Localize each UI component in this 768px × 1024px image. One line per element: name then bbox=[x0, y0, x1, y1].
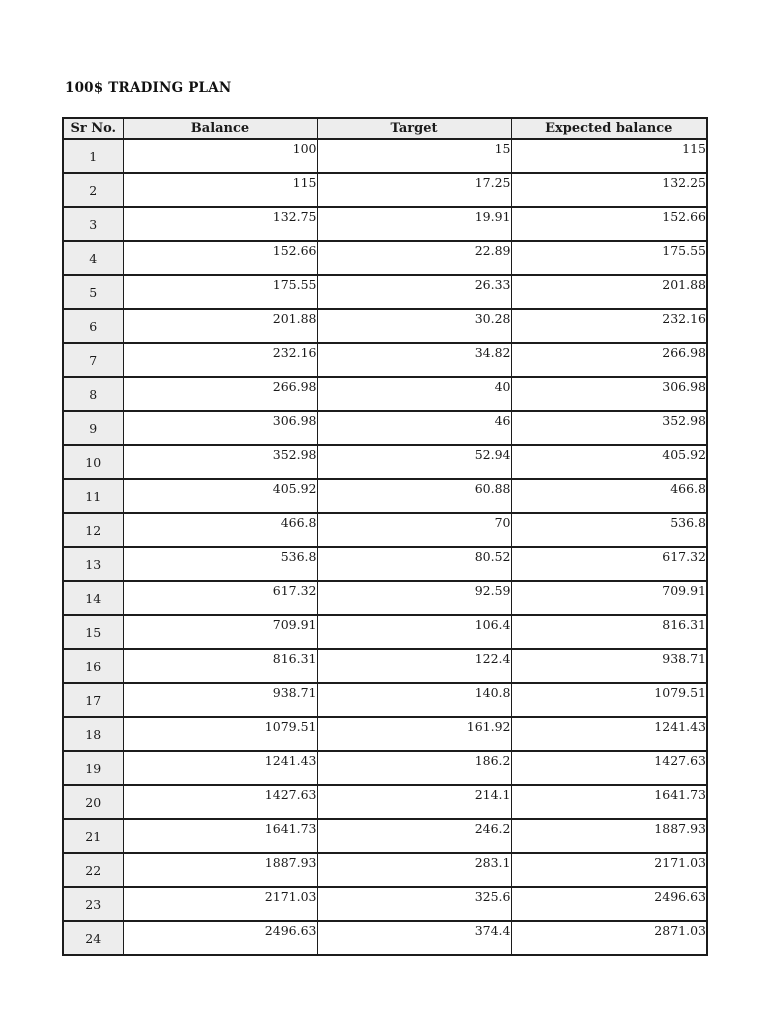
column-header-balance: Balance bbox=[123, 118, 317, 139]
cell-expected-balance: 352.98 bbox=[511, 411, 707, 445]
cell-balance: 405.92 bbox=[123, 479, 317, 513]
cell-expected-balance: 1079.51 bbox=[511, 683, 707, 717]
cell-expected-balance: 132.25 bbox=[511, 173, 707, 207]
table-row bbox=[63, 309, 707, 343]
table-row bbox=[63, 445, 707, 479]
cell-target: 15 bbox=[317, 139, 511, 173]
cell-balance: 1887.93 bbox=[123, 853, 317, 887]
table-row bbox=[63, 683, 707, 717]
cell-balance: 938.71 bbox=[123, 683, 317, 717]
cell-target: 40 bbox=[317, 377, 511, 411]
cell-target: 374.4 bbox=[317, 921, 511, 955]
cell-balance: 2171.03 bbox=[123, 887, 317, 921]
column-header-target: Target bbox=[317, 118, 511, 139]
cell-balance: 1241.43 bbox=[123, 751, 317, 785]
cell-target: 122.4 bbox=[317, 649, 511, 683]
cell-expected-balance: 115 bbox=[511, 139, 707, 173]
cell-expected-balance: 405.92 bbox=[511, 445, 707, 479]
cell-expected-balance: 466.8 bbox=[511, 479, 707, 513]
cell-balance: 352.98 bbox=[123, 445, 317, 479]
cell-sr-no: 20 bbox=[63, 785, 123, 819]
cell-target: 246.2 bbox=[317, 819, 511, 853]
cell-expected-balance: 266.98 bbox=[511, 343, 707, 377]
cell-sr-no: 9 bbox=[63, 411, 123, 445]
cell-expected-balance: 938.71 bbox=[511, 649, 707, 683]
table-row bbox=[63, 887, 707, 921]
cell-expected-balance: 709.91 bbox=[511, 581, 707, 615]
cell-expected-balance: 2496.63 bbox=[511, 887, 707, 921]
cell-target: 46 bbox=[317, 411, 511, 445]
cell-expected-balance: 1241.43 bbox=[511, 717, 707, 751]
cell-target: 92.59 bbox=[317, 581, 511, 615]
cell-sr-no: 15 bbox=[63, 615, 123, 649]
cell-balance: 201.88 bbox=[123, 309, 317, 343]
trading-plan-table bbox=[62, 117, 708, 956]
cell-target: 214.1 bbox=[317, 785, 511, 819]
table-row bbox=[63, 581, 707, 615]
cell-target: 22.89 bbox=[317, 241, 511, 275]
table-row bbox=[63, 717, 707, 751]
cell-target: 17.25 bbox=[317, 173, 511, 207]
table-row bbox=[63, 751, 707, 785]
cell-sr-no: 4 bbox=[63, 241, 123, 275]
cell-balance: 466.8 bbox=[123, 513, 317, 547]
cell-expected-balance: 2171.03 bbox=[511, 853, 707, 887]
cell-sr-no: 1 bbox=[63, 139, 123, 173]
cell-expected-balance: 306.98 bbox=[511, 377, 707, 411]
cell-balance: 132.75 bbox=[123, 207, 317, 241]
table-row bbox=[63, 241, 707, 275]
cell-balance: 709.91 bbox=[123, 615, 317, 649]
cell-expected-balance: 1427.63 bbox=[511, 751, 707, 785]
cell-sr-no: 10 bbox=[63, 445, 123, 479]
cell-balance: 2496.63 bbox=[123, 921, 317, 955]
cell-balance: 617.32 bbox=[123, 581, 317, 615]
table-row bbox=[63, 921, 707, 955]
cell-sr-no: 8 bbox=[63, 377, 123, 411]
cell-target: 186.2 bbox=[317, 751, 511, 785]
table-row bbox=[63, 615, 707, 649]
cell-balance: 536.8 bbox=[123, 547, 317, 581]
cell-expected-balance: 816.31 bbox=[511, 615, 707, 649]
table-row bbox=[63, 275, 707, 309]
table-row bbox=[63, 207, 707, 241]
cell-target: 70 bbox=[317, 513, 511, 547]
table-row bbox=[63, 411, 707, 445]
cell-target: 161.92 bbox=[317, 717, 511, 751]
table-body bbox=[63, 139, 707, 955]
table-row bbox=[63, 173, 707, 207]
column-header-sr-no: Sr No. bbox=[63, 118, 123, 139]
cell-sr-no: 12 bbox=[63, 513, 123, 547]
table-row bbox=[63, 139, 707, 173]
table-row bbox=[63, 479, 707, 513]
cell-target: 30.28 bbox=[317, 309, 511, 343]
cell-balance: 306.98 bbox=[123, 411, 317, 445]
page-title: 100$ TRADING PLAN bbox=[65, 80, 232, 96]
cell-expected-balance: 175.55 bbox=[511, 241, 707, 275]
cell-balance: 100 bbox=[123, 139, 317, 173]
cell-balance: 175.55 bbox=[123, 275, 317, 309]
cell-sr-no: 14 bbox=[63, 581, 123, 615]
cell-sr-no: 13 bbox=[63, 547, 123, 581]
cell-sr-no: 18 bbox=[63, 717, 123, 751]
cell-expected-balance: 536.8 bbox=[511, 513, 707, 547]
table-row bbox=[63, 547, 707, 581]
cell-sr-no: 24 bbox=[63, 921, 123, 955]
cell-target: 106.4 bbox=[317, 615, 511, 649]
column-header-expected-balance: Expected balance bbox=[511, 118, 707, 139]
cell-target: 283.1 bbox=[317, 853, 511, 887]
cell-target: 140.8 bbox=[317, 683, 511, 717]
table-row bbox=[63, 785, 707, 819]
table-row bbox=[63, 819, 707, 853]
cell-sr-no: 6 bbox=[63, 309, 123, 343]
cell-target: 60.88 bbox=[317, 479, 511, 513]
cell-sr-no: 3 bbox=[63, 207, 123, 241]
cell-target: 325.6 bbox=[317, 887, 511, 921]
cell-expected-balance: 232.16 bbox=[511, 309, 707, 343]
table-row bbox=[63, 649, 707, 683]
cell-expected-balance: 152.66 bbox=[511, 207, 707, 241]
cell-sr-no: 17 bbox=[63, 683, 123, 717]
cell-target: 52.94 bbox=[317, 445, 511, 479]
cell-sr-no: 19 bbox=[63, 751, 123, 785]
table-row bbox=[63, 377, 707, 411]
cell-sr-no: 16 bbox=[63, 649, 123, 683]
cell-expected-balance: 201.88 bbox=[511, 275, 707, 309]
cell-target: 80.52 bbox=[317, 547, 511, 581]
cell-target: 34.82 bbox=[317, 343, 511, 377]
cell-sr-no: 5 bbox=[63, 275, 123, 309]
cell-balance: 266.98 bbox=[123, 377, 317, 411]
cell-expected-balance: 617.32 bbox=[511, 547, 707, 581]
cell-balance: 152.66 bbox=[123, 241, 317, 275]
cell-target: 19.91 bbox=[317, 207, 511, 241]
cell-sr-no: 2 bbox=[63, 173, 123, 207]
cell-sr-no: 21 bbox=[63, 819, 123, 853]
cell-sr-no: 23 bbox=[63, 887, 123, 921]
cell-target: 26.33 bbox=[317, 275, 511, 309]
cell-expected-balance: 2871.03 bbox=[511, 921, 707, 955]
table-header-row bbox=[63, 118, 707, 139]
cell-balance: 115 bbox=[123, 173, 317, 207]
cell-balance: 1641.73 bbox=[123, 819, 317, 853]
cell-expected-balance: 1887.93 bbox=[511, 819, 707, 853]
cell-balance: 816.31 bbox=[123, 649, 317, 683]
table-row bbox=[63, 853, 707, 887]
cell-sr-no: 11 bbox=[63, 479, 123, 513]
cell-balance: 1079.51 bbox=[123, 717, 317, 751]
table-row bbox=[63, 343, 707, 377]
cell-sr-no: 22 bbox=[63, 853, 123, 887]
cell-balance: 232.16 bbox=[123, 343, 317, 377]
cell-expected-balance: 1641.73 bbox=[511, 785, 707, 819]
cell-sr-no: 7 bbox=[63, 343, 123, 377]
table-row bbox=[63, 513, 707, 547]
cell-balance: 1427.63 bbox=[123, 785, 317, 819]
